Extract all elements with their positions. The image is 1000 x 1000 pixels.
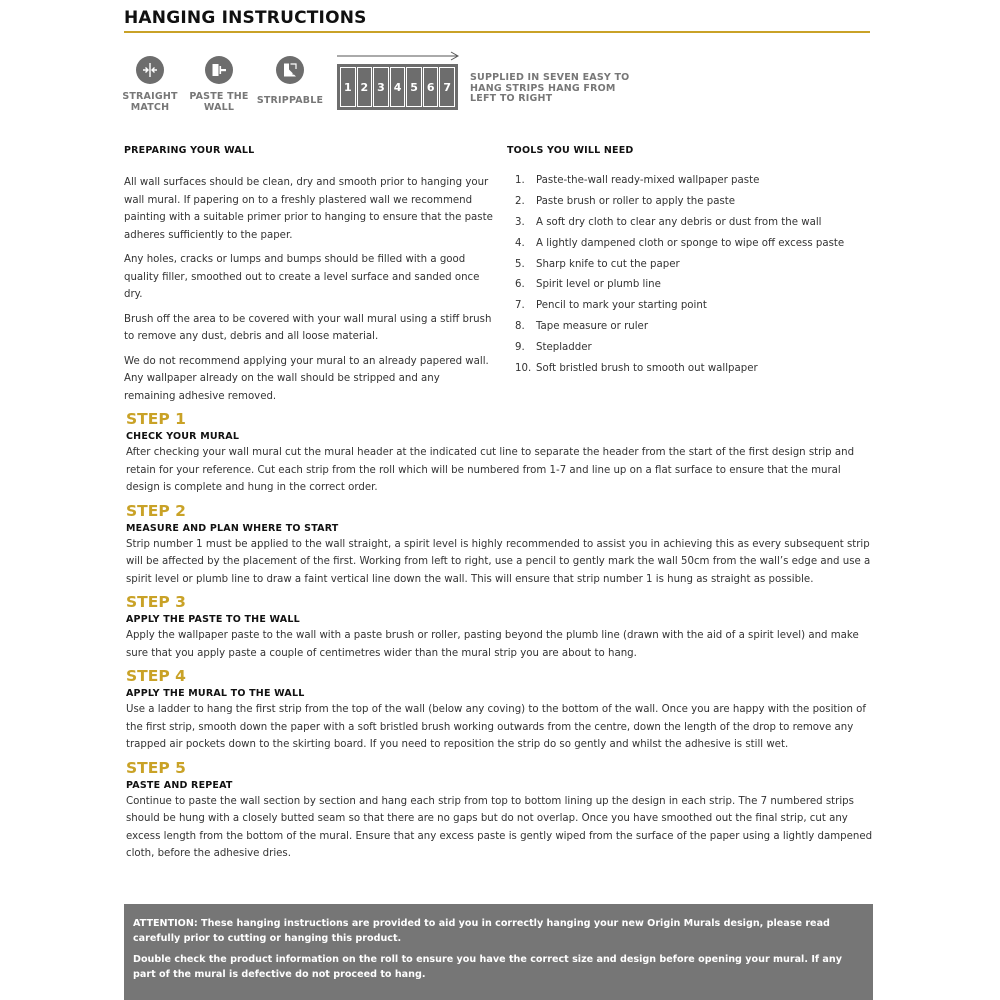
- list-text: A soft dry cloth to clear any debris or dust from the wall: [536, 216, 822, 228]
- steps-section: [126, 409, 876, 867]
- list-text: Spirit level or plumb line: [536, 279, 661, 291]
- strip-number: 3: [373, 67, 389, 107]
- list-item: [515, 316, 875, 337]
- list-number: 4.: [515, 237, 525, 249]
- list-item: [515, 254, 875, 275]
- strips-caption: SUPPLIED IN SEVEN EASY TO HANG STRIPS HANG FROM LEFT TO RIGHT: [470, 72, 630, 104]
- list-number: 1.: [515, 174, 525, 186]
- list-number: 6.: [515, 279, 525, 291]
- step-body: Continue to paste the wall section by section and hang each strip from top to bottom lining up the design in each strip. The 7 numbered strips should be hung with a closely butted seam so that there are no gaps but do not overlap. Once you have smoothed out the final strip, cut any excess length from the bottom of the mural. Ensure that any excess paste is gently wiped from the surface of the paper using a lightly dampened cloth, before the adhesive dries.: [126, 795, 873, 859]
- step-title: STEP 3: [126, 593, 186, 611]
- step-subtitle: APPLY THE MURAL TO THE WALL: [126, 688, 305, 699]
- list-item: [515, 191, 875, 212]
- preparing-paragraph: Brush off the area to be covered with your wall mural using a stiff brush to remove any dust, debris and all loose material.: [124, 313, 492, 342]
- strippable-label: STRIPPABLE: [256, 95, 324, 106]
- step-4: [126, 666, 876, 754]
- list-number: 10.: [515, 362, 532, 374]
- step-subtitle: PASTE AND REPEAT: [126, 779, 233, 791]
- strip-number: 1: [340, 67, 356, 107]
- preparing-paragraph: Any holes, cracks or lumps and bumps should be filled with a good quality filler, smoothed out to create a level surface and sanded once dry.: [124, 254, 480, 300]
- list-text: Sharp knife to cut the paper: [536, 258, 680, 270]
- strippable-icon: [276, 56, 304, 84]
- list-text: Tape measure or ruler: [536, 321, 649, 333]
- list-number: 5.: [515, 258, 525, 270]
- list-text: A lightly dampened cloth or sponge to wipe off excess paste: [536, 237, 845, 249]
- list-text: Soft bristled brush to smooth out wallpaper: [536, 362, 758, 374]
- strip-number: 2: [357, 67, 373, 107]
- list-item: [515, 358, 875, 379]
- attention-notice: [124, 904, 873, 1000]
- paste-the-wall-icon: [205, 56, 233, 84]
- attention-paragraph: Double check the product information on the roll to ensure you have the correct size and design before opening your mural. If any part of the mural is defective do not proceed to hang.: [133, 954, 842, 980]
- numbered-strips-diagram: [337, 64, 458, 110]
- step-body: Strip number 1 must be applied to the wall straight, a spirit level is highly recommended to assist you in achieving this as every subsequent strip will be affected by the placement of the first. Working from left to right, use a pencil to gently mark the wall 50cm from the wall’s edge and use a spirit level or plumb line to draw a faint vertical line down the wall. This will ensure that strip number 1 is hung as straight as possible.: [126, 538, 871, 585]
- list-item: [515, 170, 875, 191]
- list-number: 2.: [515, 195, 525, 207]
- tools-heading: TOOLS YOU WILL NEED: [507, 145, 634, 156]
- straight-match-label: STRAIGHT MATCH: [122, 91, 178, 113]
- paste-the-wall-badge: [182, 56, 256, 113]
- step-1: [126, 409, 876, 497]
- step-body: After checking your wall mural cut the mural header at the indicated cut line to separate the header from the start of the first design strip and retain for your reference. Cut each strip from the roll which will be numbered from 1-7 and line up on a flat surface to ensure that the mural design is complete and hung in the correct order.: [126, 447, 855, 493]
- list-number: 7.: [515, 300, 525, 312]
- tools-list: [515, 170, 875, 379]
- step-body: Use a ladder to hang the first strip from the top of the wall (below any coving) to the bottom of the wall. Once you are happy with the position of the first strip, smooth down the paper with a soft bristled brush working outwards from the centre, down the length of the drop to remove any trapped air pockets down to the skirting board. If you need to reposition the strip do so gently and whilst the adhesive is still wet.: [126, 704, 866, 750]
- list-item: [515, 212, 875, 233]
- list-number: 9.: [515, 342, 525, 354]
- list-item: [515, 233, 875, 254]
- list-number: 3.: [515, 216, 525, 228]
- list-number: 8.: [515, 321, 525, 333]
- preparing-heading: PREPARING YOUR WALL: [124, 145, 255, 156]
- step-5: [126, 758, 876, 863]
- attention-paragraph: ATTENTION: These hanging instructions are provided to aid you in correctly hanging your new Origin Murals design, please read carefully prior to cutting or hanging this product.: [133, 918, 830, 944]
- preparing-text: [124, 174, 494, 412]
- straight-match-icon: [136, 56, 164, 84]
- straight-match-badge: [113, 56, 187, 113]
- page-title: HANGING INSTRUCTIONS: [124, 8, 367, 28]
- step-3: [126, 592, 876, 662]
- step-body: Apply the wallpaper paste to the wall with a paste brush or roller, pasting beyond the plumb line (drawn with the aid of a spirit level) and make sure that you apply paste a couple of centimetres wider than the mural strip you are about to hang.: [126, 630, 859, 659]
- list-item: [515, 295, 875, 316]
- list-item: [515, 337, 875, 358]
- step-subtitle: CHECK YOUR MURAL: [126, 431, 240, 442]
- strippable-badge: [253, 56, 327, 106]
- strip-number: 7: [439, 67, 455, 107]
- strip-number: 6: [423, 67, 439, 107]
- strip-number: 5: [406, 67, 422, 107]
- paste-the-wall-label: PASTE THE WALL: [189, 91, 249, 113]
- step-title: STEP 4: [126, 667, 186, 685]
- step-subtitle: MEASURE AND PLAN WHERE TO START: [126, 522, 339, 534]
- strip-number: 4: [390, 67, 406, 107]
- list-text: Paste-the-wall ready-mixed wallpaper paste: [536, 174, 760, 186]
- step-subtitle: APPLY THE PASTE TO THE WALL: [126, 614, 300, 625]
- step-title: STEP 5: [126, 758, 186, 777]
- list-item: [515, 274, 875, 295]
- list-text: Stepladder: [536, 342, 592, 354]
- step-title: STEP 1: [126, 410, 186, 428]
- preparing-paragraph: All wall surfaces should be clean, dry and smooth prior to hanging your wall mural. If papering on to a freshly plastered wall we recommend painting with a suitable primer prior to hanging to ensure that the paste adheres sufficiently to the paper.: [124, 177, 493, 241]
- list-text: Paste brush or roller to apply the paste: [536, 195, 736, 207]
- preparing-paragraph: We do not recommend applying your mural to an already papered wall. Any wallpaper already on the wall should be stripped and any remaining adhesive removed.: [124, 355, 489, 402]
- step-title: STEP 2: [126, 501, 186, 520]
- title-divider: [124, 31, 870, 33]
- list-text: Pencil to mark your starting point: [536, 300, 707, 312]
- step-2: [126, 501, 876, 589]
- left-to-right-arrow-icon: [337, 50, 459, 62]
